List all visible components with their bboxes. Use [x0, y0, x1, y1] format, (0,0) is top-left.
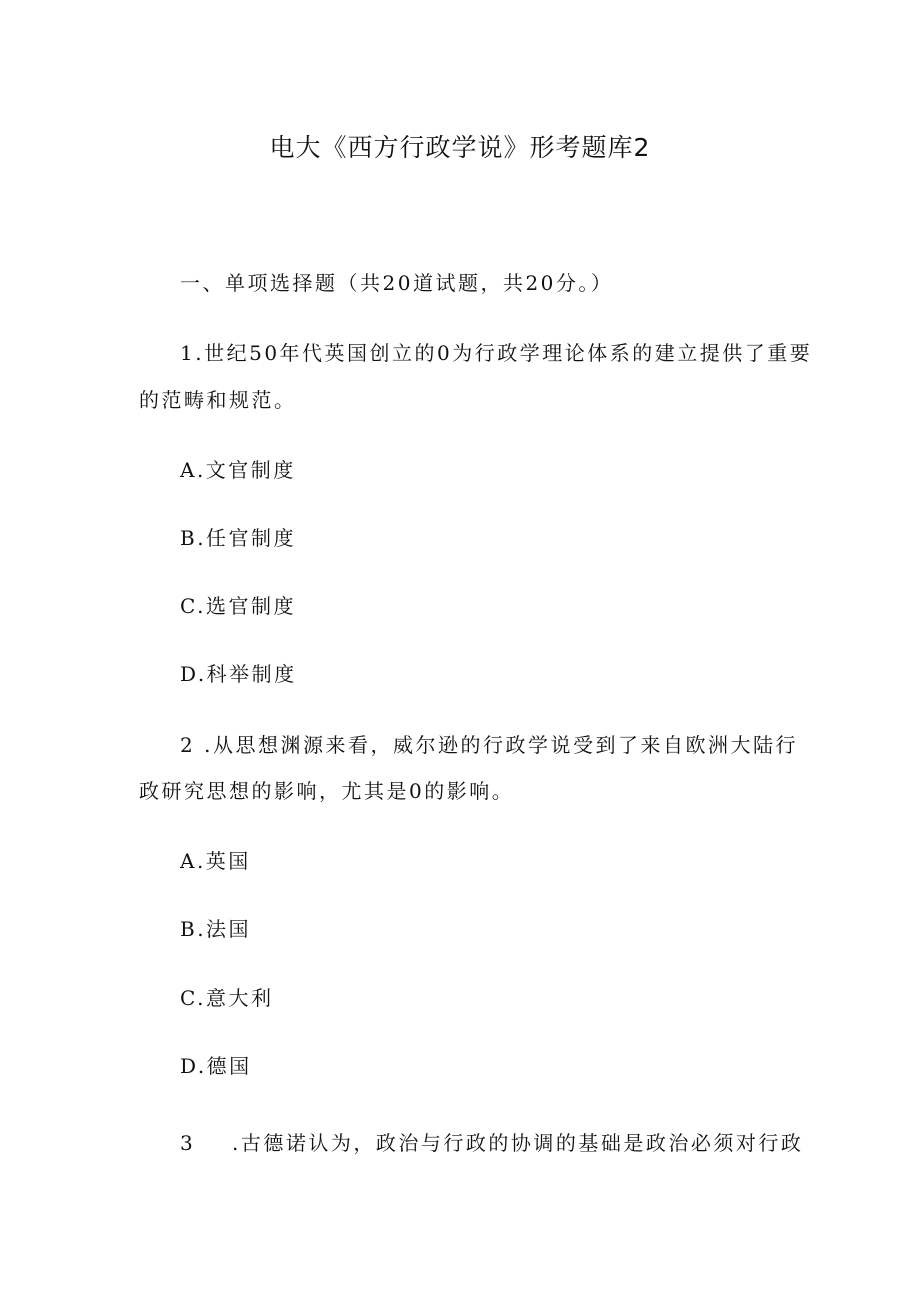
question-1-stem-line-2: 的范畴和规范。 [139, 388, 297, 412]
question-1-stem-line-1: 世纪50年代英国创立的0为行政学理论体系的建立提供了重要 [204, 341, 813, 365]
question-2-option-c: C.意大利 [180, 986, 274, 1010]
question-2-stem-line-2: 政研究思想的影响，尤其是0的影响。 [139, 779, 515, 803]
question-2-stem-line-1: 从思想渊源来看，威尔逊的行政学说受到了来自欧洲大陆行 [212, 733, 798, 757]
question-3-line-1 [180, 1127, 803, 1156]
question-1-option-c: C.选官制度 [180, 594, 296, 618]
question-1-line-1 [180, 337, 812, 366]
document-title: 电大《西方行政学说》形考题库2 [269, 133, 651, 162]
question-2-number: 2 . [180, 733, 213, 757]
question-1-option-b: B.任官制度 [180, 526, 297, 550]
question-3-stem-line-1: .古德诺认为，政治与行政的协调的基础是政治必须对行政 [232, 1131, 804, 1155]
question-2-line-1 [180, 729, 798, 758]
question-1-number: 1. [180, 341, 205, 365]
question-2-option-d: D.德国 [180, 1054, 252, 1078]
question-3-number: 3 [180, 1131, 196, 1155]
question-2-option-b: B.法国 [180, 917, 252, 941]
question-1-option-a: A.文官制度 [180, 458, 296, 482]
section-heading: 一、单项选择题（共20道试题，共20分。） [180, 271, 614, 295]
question-2-option-a: A.英国 [180, 849, 251, 873]
question-1-option-d: D.科举制度 [180, 662, 297, 686]
